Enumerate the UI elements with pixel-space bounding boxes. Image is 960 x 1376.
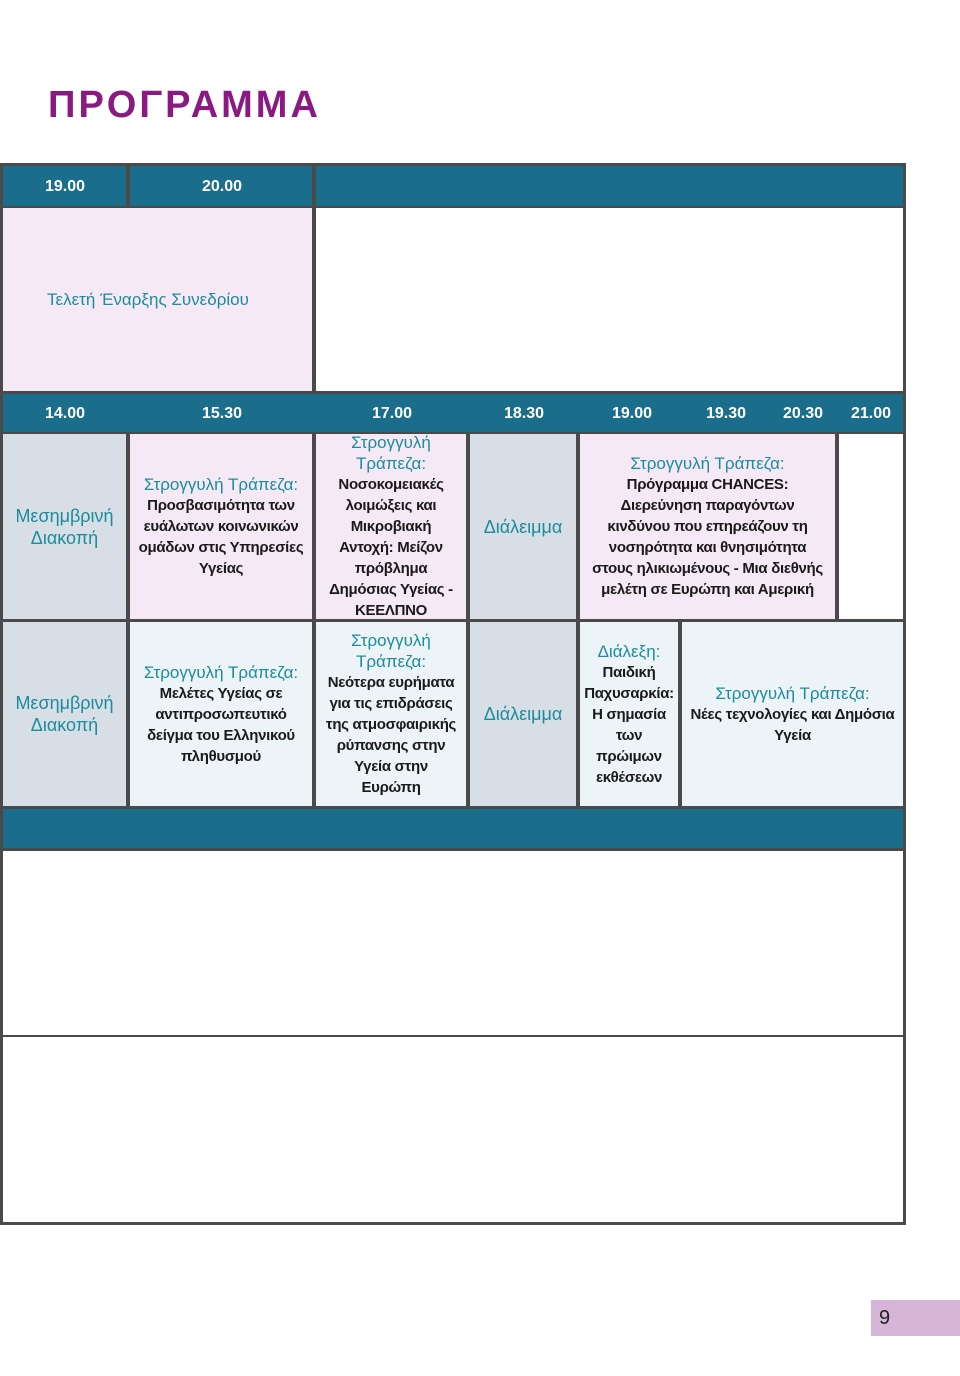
session-title: Προσβασιμότητα των ευάλωτων κοινωνικών ομάδων στις Υπηρεσίες Υγείας bbox=[138, 497, 304, 577]
time-label: 18.30 bbox=[504, 405, 545, 422]
empty-row bbox=[3, 851, 903, 1035]
break-label: Διάλειμμα bbox=[483, 516, 563, 537]
break-label: Διάλειμμα bbox=[483, 704, 563, 724]
time-header-cell bbox=[130, 166, 312, 206]
empty-row bbox=[3, 1037, 903, 1222]
time-label: 19.00 bbox=[612, 405, 653, 422]
session-cell bbox=[130, 622, 312, 806]
session-cell bbox=[580, 434, 835, 619]
break-cell bbox=[470, 434, 576, 619]
page-title: ΠΡΟΓΡΑΜΜΑ bbox=[48, 84, 321, 126]
time-label: 20.00 bbox=[202, 178, 243, 195]
time-label: 15.30 bbox=[202, 405, 243, 422]
session-title: Νεότερα ευρήματα για τις επιδράσεις της ατμοσφαιρικής ρύπανσης στην Υγεία στην Ευρώπη bbox=[325, 674, 457, 796]
lecture-heading: Διάλεξη: bbox=[597, 641, 661, 661]
session-cell bbox=[682, 622, 903, 806]
empty-cell bbox=[316, 208, 903, 391]
session-heading: Στρογγυλή Τράπεζα: bbox=[715, 683, 870, 703]
session-title: Νοσοκομειακές λοιμώξεις και Μικροβιακή Αντοχή: Μείζον πρόβλημα Δημόσιας Υγείας - ΚΕΕΛΠΝΟ bbox=[329, 476, 453, 619]
session-heading: Στρογγυλή Τράπεζα: bbox=[143, 475, 299, 494]
session-title: Νέες τεχνολογίες και Δημόσια Υγεία bbox=[690, 705, 895, 744]
session-title: Πρόγραμμα CHANCES: Διερεύνηση παραγόντων κινδύνου που επηρεάζουν τη νοσηρότητα και θνησιμότητα στους ηλικιωμένους - Μια διεθνής μελέτη σε Ευρώπη και Αμερική bbox=[592, 476, 823, 598]
empty-cell bbox=[839, 434, 903, 619]
lunch-break-label: Μεσημβρινή Διακοπή bbox=[15, 693, 114, 735]
lecture-cell bbox=[580, 622, 678, 806]
time-label: 19.30 bbox=[706, 405, 747, 422]
lunch-break-cell bbox=[3, 622, 126, 806]
program-table bbox=[0, 163, 906, 1225]
lunch-break-cell bbox=[3, 434, 126, 619]
session-title: Μελέτες Υγείας σε αντιπροσωπευτικό δείγμα του Ελληνικού πληθυσμού bbox=[147, 684, 295, 765]
time-label: 14.00 bbox=[45, 405, 86, 422]
page-number: 9 bbox=[871, 1300, 960, 1336]
session-heading: Στρογγυλή Τράπεζα: bbox=[630, 454, 785, 473]
opening-ceremony-cell bbox=[3, 208, 312, 391]
time-header-bar bbox=[3, 394, 903, 432]
time-header-cell bbox=[3, 166, 126, 206]
session-heading: Στρογγυλή Τράπεζα: bbox=[351, 631, 431, 671]
lunch-break-label: Μεσημβρινή Διακοπή bbox=[15, 505, 114, 548]
session-heading: Στρογγυλή Τράπεζα: bbox=[143, 662, 299, 682]
time-label: 19.00 bbox=[45, 178, 86, 195]
session-cell bbox=[316, 622, 466, 806]
break-cell bbox=[470, 622, 576, 806]
session-cell bbox=[130, 434, 312, 619]
time-label: 20.30 bbox=[783, 405, 824, 422]
time-header-bar bbox=[3, 809, 903, 848]
time-header-cell bbox=[316, 166, 903, 206]
session-heading: Στρογγυλή Τράπεζα: bbox=[351, 433, 431, 473]
lecture-title: Παιδική Παχυσαρκία: Η σημασία των πρώιμων εκθέσεων bbox=[584, 663, 674, 786]
time-label: 21.00 bbox=[851, 405, 892, 422]
time-label: 17.00 bbox=[372, 405, 413, 422]
session-cell bbox=[316, 434, 466, 619]
opening-ceremony: Τελετή Έναρξης Συνεδρίου bbox=[47, 290, 249, 309]
